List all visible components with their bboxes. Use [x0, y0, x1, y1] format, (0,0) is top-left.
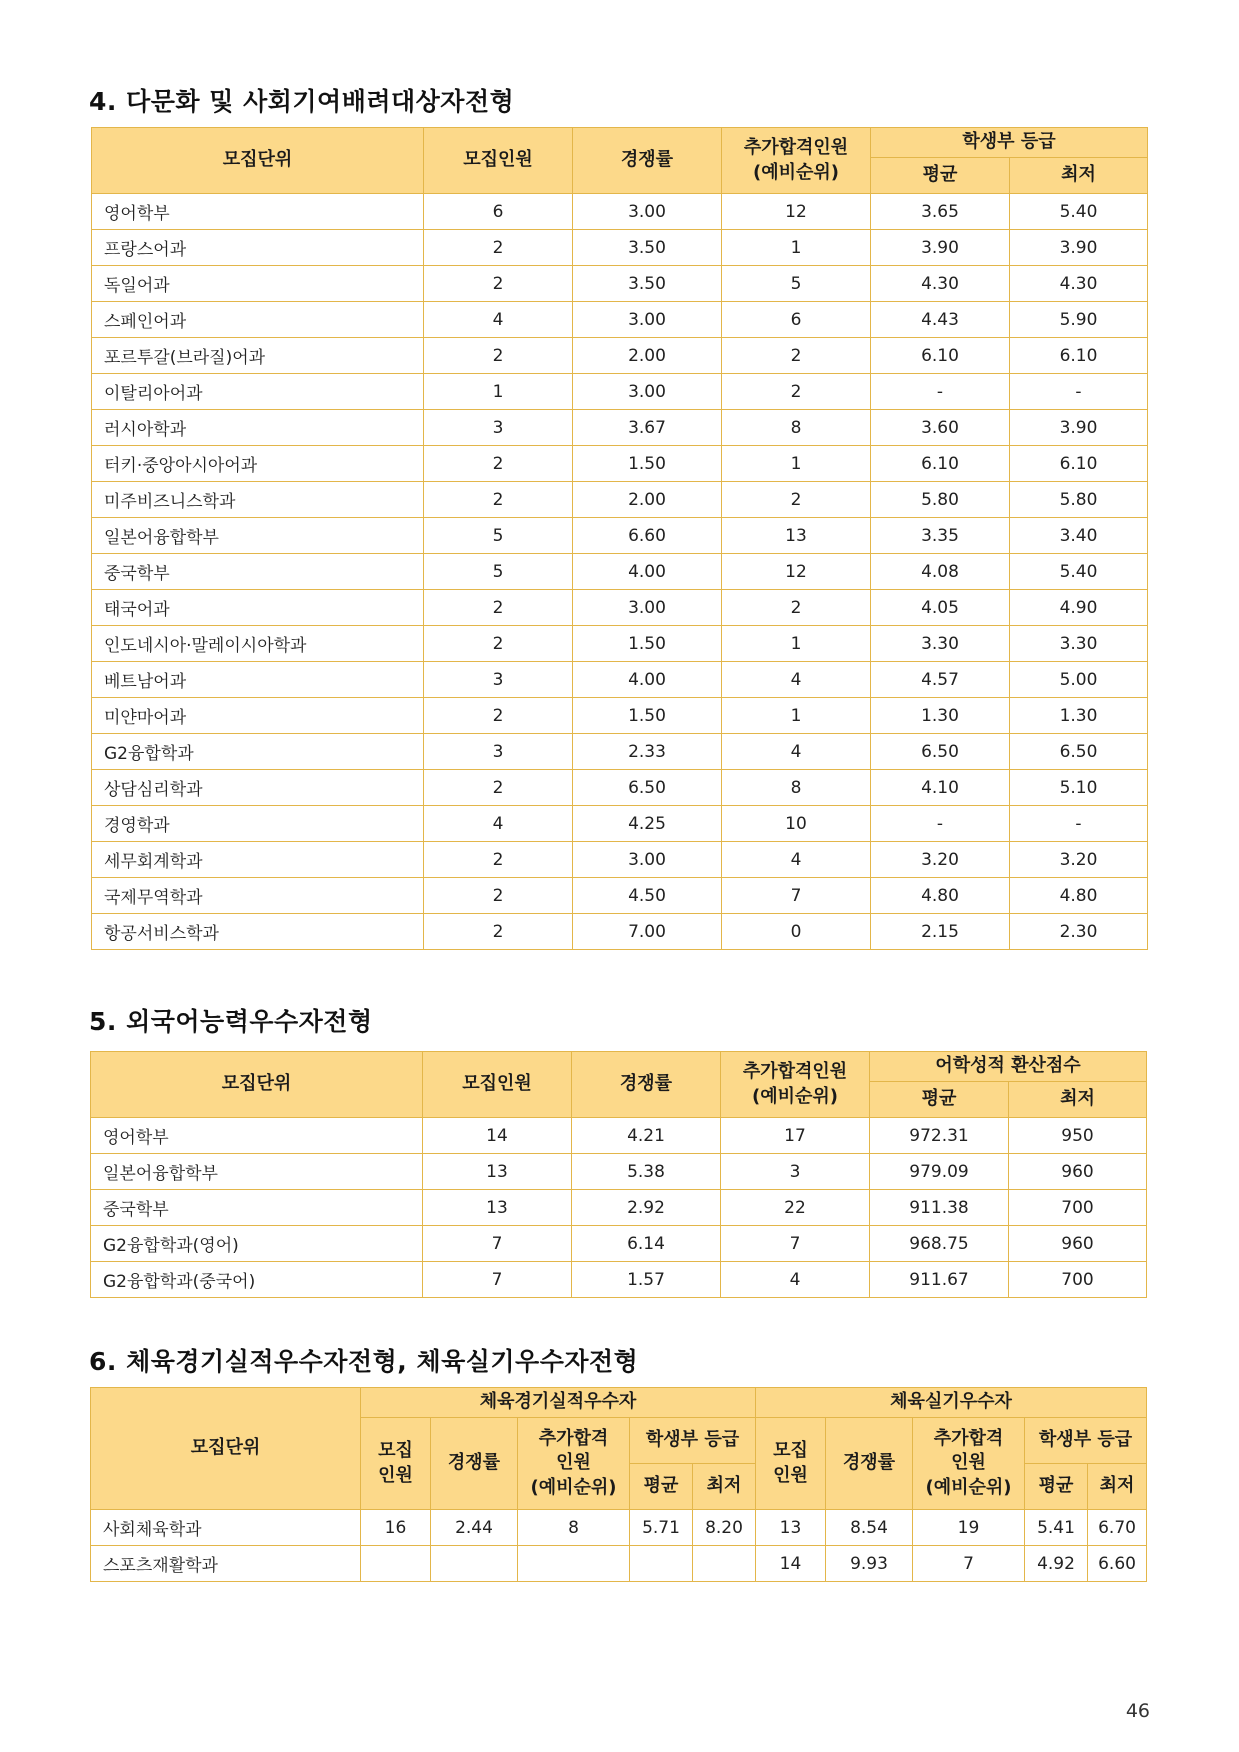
ratio-cell: 4.50: [573, 878, 722, 914]
ratio-cell: 4.00: [573, 554, 722, 590]
quota-cell-a: [361, 1546, 431, 1582]
table-row: [92, 590, 1148, 626]
avg-cell: 4.80: [871, 878, 1010, 914]
avg-cell: 5.80: [871, 482, 1010, 518]
ratio-cell: 2.33: [573, 734, 722, 770]
unit-cell: 인도네시아·말레이시아학과: [92, 626, 424, 662]
table-row: [92, 266, 1148, 302]
header-waitlist-line2: 인원: [951, 1452, 986, 1474]
avg-cell-a: [630, 1546, 693, 1582]
unit-cell: 베트남어과: [92, 662, 424, 698]
header-group-athletic-record: 체육경기실적우수자: [361, 1388, 756, 1418]
table-row: [91, 1190, 1147, 1226]
min-cell: 3.90: [1010, 410, 1148, 446]
waitlist-cell: 1: [722, 446, 871, 482]
header-quota-b: [756, 1418, 826, 1510]
waitlist-cell: 7: [722, 878, 871, 914]
quota-cell: 13: [423, 1154, 572, 1190]
table-row: [92, 842, 1148, 878]
page-number: 46: [1125, 1700, 1150, 1722]
ratio-cell: 1.57: [572, 1262, 721, 1298]
section-5-table: [90, 1051, 1147, 1298]
quota-cell: 2: [424, 230, 573, 266]
avg-cell: 6.10: [871, 446, 1010, 482]
min-cell: -: [1010, 806, 1148, 842]
header-unit: 모집단위: [91, 1388, 361, 1510]
waitlist-cell: 3: [721, 1154, 870, 1190]
header-quota-line1: 모집: [773, 1440, 808, 1462]
table-row: [92, 482, 1148, 518]
header-ratio-a: 경쟁률: [431, 1418, 518, 1510]
table-row: [92, 374, 1148, 410]
quota-cell-b: 14: [756, 1546, 826, 1582]
header-quota: 모집인원: [424, 128, 573, 194]
waitlist-cell: 10: [722, 806, 871, 842]
table-row: [92, 194, 1148, 230]
table-row: [92, 446, 1148, 482]
waitlist-cell: 12: [722, 554, 871, 590]
table-row: [92, 734, 1148, 770]
table-row: [92, 230, 1148, 266]
header-waitlist-line3: (예비순위): [530, 1476, 617, 1498]
header-waitlist: [721, 1052, 870, 1118]
avg-cell: 3.30: [871, 626, 1010, 662]
ratio-cell: 2.00: [573, 338, 722, 374]
quota-cell: 4: [424, 806, 573, 842]
section-4-title: 4. 다문화 및 사회기여배려대상자전형: [89, 87, 515, 116]
quota-cell: 2: [424, 590, 573, 626]
table-row: [92, 662, 1148, 698]
ratio-cell: 1.50: [573, 698, 722, 734]
avg-cell: 3.90: [871, 230, 1010, 266]
ratio-cell: 6.14: [572, 1226, 721, 1262]
min-cell-a: 8.20: [693, 1510, 756, 1546]
avg-cell: 4.30: [871, 266, 1010, 302]
ratio-cell: 2.92: [572, 1190, 721, 1226]
quota-cell-b: 13: [756, 1510, 826, 1546]
min-cell: 950: [1009, 1118, 1147, 1154]
ratio-cell: 1.50: [573, 446, 722, 482]
header-unit: 모집단위: [91, 1052, 423, 1118]
ratio-cell-b: 9.93: [826, 1546, 913, 1582]
min-cell: 700: [1009, 1190, 1147, 1226]
table-row: [92, 698, 1148, 734]
waitlist-cell-a: 8: [518, 1510, 630, 1546]
ratio-cell: 3.67: [573, 410, 722, 446]
waitlist-cell: 2: [722, 338, 871, 374]
table-row: [92, 410, 1148, 446]
unit-cell: 항공서비스학과: [92, 914, 424, 950]
unit-cell: 미얀마어과: [92, 698, 424, 734]
ratio-cell: 7.00: [573, 914, 722, 950]
waitlist-cell: 17: [721, 1118, 870, 1154]
avg-cell: 979.09: [870, 1154, 1009, 1190]
table-row: [92, 806, 1148, 842]
min-cell-a: [693, 1546, 756, 1582]
avg-cell: -: [871, 806, 1010, 842]
min-cell: 960: [1009, 1226, 1147, 1262]
waitlist-cell: 1: [722, 698, 871, 734]
ratio-cell: 3.50: [573, 230, 722, 266]
unit-cell: G2융합학과(중국어): [91, 1262, 423, 1298]
table-row: [92, 878, 1148, 914]
header-ratio: 경쟁률: [573, 128, 722, 194]
unit-cell: 포르투갈(브라질)어과: [92, 338, 424, 374]
ratio-cell: 1.50: [573, 626, 722, 662]
ratio-cell: 4.21: [572, 1118, 721, 1154]
table-row: [91, 1262, 1147, 1298]
quota-cell: 2: [424, 626, 573, 662]
unit-cell: 상담심리학과: [92, 770, 424, 806]
min-cell: 1.30: [1010, 698, 1148, 734]
quota-cell-a: 16: [361, 1510, 431, 1546]
unit-cell: 미주비즈니스학과: [92, 482, 424, 518]
quota-cell: 4: [424, 302, 573, 338]
header-quota-line1: 모집: [378, 1440, 413, 1462]
avg-cell: 6.50: [871, 734, 1010, 770]
ratio-cell: 3.50: [573, 266, 722, 302]
quota-cell: 5: [424, 554, 573, 590]
waitlist-cell: 2: [722, 482, 871, 518]
quota-cell: 7: [423, 1226, 572, 1262]
header-avg: 평균: [870, 1082, 1009, 1118]
waitlist-cell-a: [518, 1546, 630, 1582]
header-quota-line2: 인원: [378, 1464, 413, 1486]
min-cell: 4.80: [1010, 878, 1148, 914]
header-waitlist-line1: 추가합격인원: [742, 1061, 848, 1083]
table-row: [91, 1546, 1147, 1582]
unit-cell: 프랑스어과: [92, 230, 424, 266]
unit-cell: 터키·중앙아시아어과: [92, 446, 424, 482]
min-cell: 960: [1009, 1154, 1147, 1190]
header-grade-group-b: 학생부 등급: [1025, 1418, 1147, 1464]
unit-cell: 태국어과: [92, 590, 424, 626]
quota-cell: 2: [424, 266, 573, 302]
avg-cell: 2.15: [871, 914, 1010, 950]
waitlist-cell-b: 19: [913, 1510, 1025, 1546]
header-waitlist-b: [913, 1418, 1025, 1510]
quota-cell: 6: [424, 194, 573, 230]
table-row: [92, 554, 1148, 590]
ratio-cell: 4.25: [573, 806, 722, 842]
quota-cell: 2: [424, 698, 573, 734]
header-waitlist-line2: (예비순위): [751, 1085, 838, 1107]
min-cell: 700: [1009, 1262, 1147, 1298]
table-row: [91, 1510, 1147, 1546]
header-waitlist-line2: (예비순위): [752, 161, 839, 183]
ratio-cell: 6.50: [573, 770, 722, 806]
unit-cell: 중국학부: [92, 554, 424, 590]
avg-cell: 4.43: [871, 302, 1010, 338]
quota-cell: 14: [423, 1118, 572, 1154]
min-cell: 5.80: [1010, 482, 1148, 518]
min-cell: 3.40: [1010, 518, 1148, 554]
waitlist-cell: 0: [722, 914, 871, 950]
min-cell: 3.90: [1010, 230, 1148, 266]
avg-cell: 4.08: [871, 554, 1010, 590]
min-cell: 6.50: [1010, 734, 1148, 770]
min-cell: 3.20: [1010, 842, 1148, 878]
waitlist-cell: 4: [721, 1262, 870, 1298]
ratio-cell-a: [431, 1546, 518, 1582]
quota-cell: 2: [424, 914, 573, 950]
ratio-cell: 3.00: [573, 590, 722, 626]
min-cell: 4.30: [1010, 266, 1148, 302]
min-cell: 5.40: [1010, 194, 1148, 230]
table-row: [92, 338, 1148, 374]
waitlist-cell: 5: [722, 266, 871, 302]
avg-cell: -: [871, 374, 1010, 410]
min-cell-b: 6.70: [1088, 1510, 1147, 1546]
table-row: [91, 1154, 1147, 1190]
min-cell: 3.30: [1010, 626, 1148, 662]
header-avg-a: 평균: [630, 1464, 693, 1510]
min-cell: 5.90: [1010, 302, 1148, 338]
waitlist-cell: 1: [722, 230, 871, 266]
ratio-cell: 3.00: [573, 374, 722, 410]
section-5-title: 5. 외국어능력우수자전형: [89, 1007, 373, 1036]
header-quota-a: [361, 1418, 431, 1510]
avg-cell: 3.65: [871, 194, 1010, 230]
table-row: [92, 302, 1148, 338]
header-waitlist-line1: 추가합격인원: [743, 137, 849, 159]
table-row: [92, 518, 1148, 554]
quota-cell: 2: [424, 446, 573, 482]
unit-cell: 영어학부: [92, 194, 424, 230]
avg-cell-a: 5.71: [630, 1510, 693, 1546]
waitlist-cell: 12: [722, 194, 871, 230]
quota-cell: 2: [424, 338, 573, 374]
quota-cell: 13: [423, 1190, 572, 1226]
unit-cell: 경영학과: [92, 806, 424, 842]
ratio-cell-b: 8.54: [826, 1510, 913, 1546]
avg-cell: 1.30: [871, 698, 1010, 734]
header-waitlist: [722, 128, 871, 194]
table-row: [91, 1118, 1147, 1154]
unit-cell: 독일어과: [92, 266, 424, 302]
quota-cell: 3: [424, 410, 573, 446]
quota-cell: 2: [424, 878, 573, 914]
unit-cell: 세무회계학과: [92, 842, 424, 878]
quota-cell: 7: [423, 1262, 572, 1298]
waitlist-cell-b: 7: [913, 1546, 1025, 1582]
unit-cell: 일본어융합학부: [91, 1154, 423, 1190]
table-row: [92, 770, 1148, 806]
quota-cell: 3: [424, 734, 573, 770]
waitlist-cell: 8: [722, 770, 871, 806]
header-min-a: 최저: [693, 1464, 756, 1510]
unit-cell: G2융합학과(영어): [91, 1226, 423, 1262]
avg-cell: 3.20: [871, 842, 1010, 878]
min-cell-b: 6.60: [1088, 1546, 1147, 1582]
header-waitlist-a: [518, 1418, 630, 1510]
table-row: [92, 626, 1148, 662]
min-cell: 5.00: [1010, 662, 1148, 698]
header-ratio: 경쟁률: [572, 1052, 721, 1118]
header-unit: 모집단위: [92, 128, 424, 194]
waitlist-cell: 7: [721, 1226, 870, 1262]
section-6-title: 6. 체육경기실적우수자전형, 체육실기우수자전형: [89, 1347, 639, 1376]
header-avg-b: 평균: [1025, 1464, 1088, 1510]
min-cell: 4.90: [1010, 590, 1148, 626]
header-min: 최저: [1010, 158, 1148, 194]
unit-cell: G2융합학과: [92, 734, 424, 770]
header-avg: 평균: [871, 158, 1010, 194]
waitlist-cell: 4: [722, 842, 871, 878]
header-waitlist-line1: 추가합격: [933, 1428, 1004, 1450]
section-6-table: [90, 1387, 1147, 1582]
min-cell: 5.40: [1010, 554, 1148, 590]
quota-cell: 2: [424, 482, 573, 518]
header-quota-line2: 인원: [773, 1464, 808, 1486]
avg-cell: 4.57: [871, 662, 1010, 698]
waitlist-cell: 2: [722, 590, 871, 626]
ratio-cell-a: 2.44: [431, 1510, 518, 1546]
avg-cell-b: 5.41: [1025, 1510, 1088, 1546]
min-cell: 2.30: [1010, 914, 1148, 950]
avg-cell: 4.10: [871, 770, 1010, 806]
ratio-cell: 4.00: [573, 662, 722, 698]
waitlist-cell: 4: [722, 662, 871, 698]
unit-cell: 사회체육학과: [91, 1510, 361, 1546]
avg-cell: 968.75: [870, 1226, 1009, 1262]
waitlist-cell: 1: [722, 626, 871, 662]
avg-cell: 6.10: [871, 338, 1010, 374]
waitlist-cell: 22: [721, 1190, 870, 1226]
quota-cell: 1: [424, 374, 573, 410]
min-cell: 5.10: [1010, 770, 1148, 806]
ratio-cell: 2.00: [573, 482, 722, 518]
avg-cell-b: 4.92: [1025, 1546, 1088, 1582]
header-min: 최저: [1009, 1082, 1147, 1118]
avg-cell: 4.05: [871, 590, 1010, 626]
table-row: [92, 914, 1148, 950]
ratio-cell: 3.00: [573, 302, 722, 338]
unit-cell: 중국학부: [91, 1190, 423, 1226]
ratio-cell: 3.00: [573, 842, 722, 878]
min-cell: 6.10: [1010, 446, 1148, 482]
header-waitlist-line2: 인원: [556, 1452, 591, 1474]
header-quota: 모집인원: [423, 1052, 572, 1118]
min-cell: -: [1010, 374, 1148, 410]
waitlist-cell: 8: [722, 410, 871, 446]
avg-cell: 3.60: [871, 410, 1010, 446]
quota-cell: 2: [424, 770, 573, 806]
header-score-group: 어학성적 환산점수: [870, 1052, 1147, 1082]
ratio-cell: 3.00: [573, 194, 722, 230]
header-group-practical-skill: 체육실기우수자: [756, 1388, 1147, 1418]
unit-cell: 스포츠재활학과: [91, 1546, 361, 1582]
avg-cell: 972.31: [870, 1118, 1009, 1154]
avg-cell: 911.38: [870, 1190, 1009, 1226]
quota-cell: 2: [424, 842, 573, 878]
waitlist-cell: 2: [722, 374, 871, 410]
header-waitlist-line1: 추가합격: [538, 1428, 609, 1450]
header-ratio-b: 경쟁률: [826, 1418, 913, 1510]
quota-cell: 3: [424, 662, 573, 698]
quota-cell: 5: [424, 518, 573, 554]
header-waitlist-line3: (예비순위): [925, 1476, 1012, 1498]
avg-cell: 911.67: [870, 1262, 1009, 1298]
header-grade-group: 학생부 등급: [871, 128, 1148, 158]
waitlist-cell: 13: [722, 518, 871, 554]
header-grade-group-a: 학생부 등급: [630, 1418, 756, 1464]
unit-cell: 국제무역학과: [92, 878, 424, 914]
unit-cell: 일본어융합학부: [92, 518, 424, 554]
section-4-table: [91, 127, 1148, 950]
ratio-cell: 5.38: [572, 1154, 721, 1190]
waitlist-cell: 6: [722, 302, 871, 338]
header-min-b: 최저: [1088, 1464, 1147, 1510]
unit-cell: 영어학부: [91, 1118, 423, 1154]
min-cell: 6.10: [1010, 338, 1148, 374]
unit-cell: 이탈리아어과: [92, 374, 424, 410]
waitlist-cell: 4: [722, 734, 871, 770]
avg-cell: 3.35: [871, 518, 1010, 554]
unit-cell: 러시아학과: [92, 410, 424, 446]
table-row: [91, 1226, 1147, 1262]
unit-cell: 스페인어과: [92, 302, 424, 338]
ratio-cell: 6.60: [573, 518, 722, 554]
